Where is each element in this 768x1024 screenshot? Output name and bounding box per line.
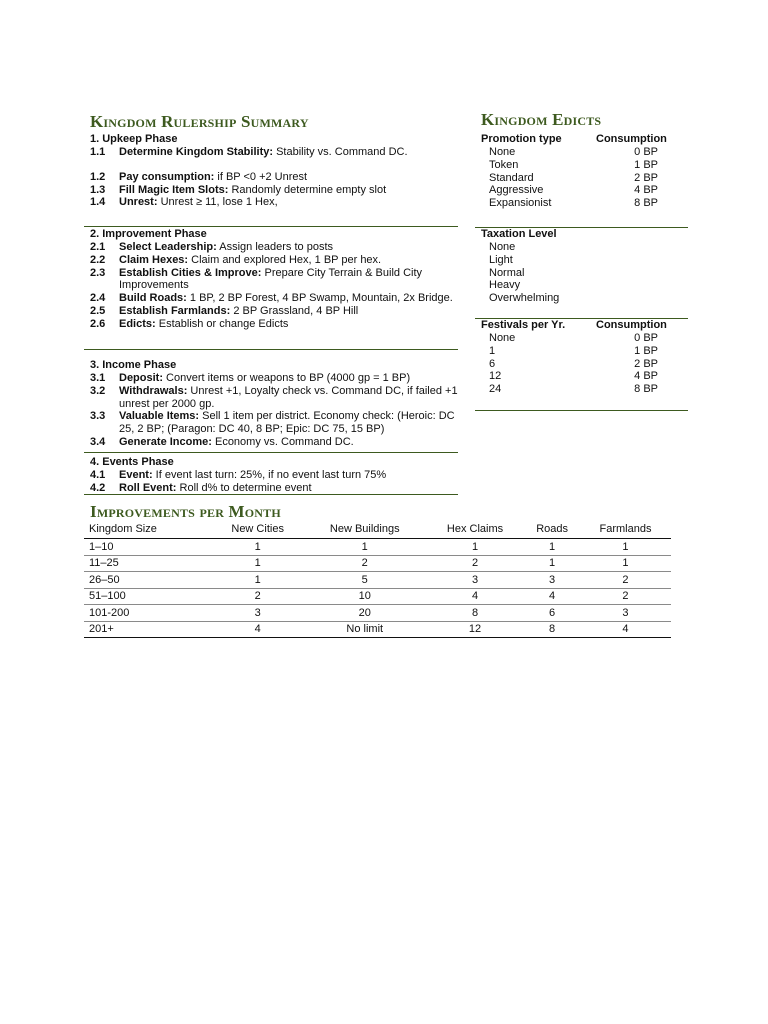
table-cell: 2 [580,588,671,605]
step-item [90,146,458,159]
edict-consumption: 4 BP [634,184,658,197]
edict-row [481,345,688,358]
festivals-table [481,319,688,396]
consumption-header: Consumption [596,133,667,145]
step-number: 3.3 [90,410,106,423]
new-buildings-header: New Buildings [329,523,400,535]
step-number: 1.2 [90,170,106,183]
new-cities-header: New Cities [231,523,284,535]
promotion-type-header: Promotion type [481,133,562,145]
edict-option: 24 [489,383,502,396]
table-cell: 1 [524,539,580,556]
festivals-header [481,319,688,332]
step-item [90,469,458,482]
edict-option: None [489,146,516,158]
edict-row [481,267,688,280]
taxation-option: Overwhelming [489,292,560,305]
step-text: Prepare City Terrain & Build City Improvements [119,266,423,292]
table-cell: 8 [524,621,580,638]
step-label: Select Leadership: [119,241,217,253]
table-cell: 26–50 [84,572,212,589]
consumption-header: Consumption [596,319,667,331]
step-body [119,184,458,197]
step-body [119,318,458,331]
section-divider [84,452,458,453]
edict-consumption: 8 BP [634,197,658,210]
step-number: 1.3 [90,183,106,196]
rulership-summary-title: Kingdom Rulership Summary [90,112,309,131]
step-item [90,372,458,385]
step-item [90,196,458,209]
table-row [84,539,671,556]
table-cell: 201+ [84,621,212,638]
table-cell: 1 [212,539,304,556]
edict-row [481,370,688,383]
step-text: Establish or change Edicts [155,317,289,330]
step-label: Pay consumption: [119,170,215,183]
edict-consumption: 1 BP [634,158,658,171]
taxation-header [481,228,688,241]
step-text: 1 BP, 2 BP Forest, 4 BP Swamp, Mountain, 2x Bridge. [186,292,453,305]
step-label: Establish Cities & Improve: [119,266,262,279]
step-text: Unrest ≥ 11, lose 1 Hex, [157,196,278,209]
step-body [119,146,458,159]
step-number: 3.1 [90,372,106,384]
edict-row [481,292,688,305]
promotion-table [481,133,688,210]
step-text: Sell 1 item per district. Economy check: (Heroic: DC 25, 2 BP; (Paragon: DC 40, 8 BP; Epic: DC 75, 15 BP) [119,410,455,436]
table-cell: 1 [426,539,524,556]
step-item [90,385,458,411]
edict-option: 1 [489,344,496,357]
taxation-option: None [489,241,516,253]
step-text: Randomly determine empty slot [228,183,387,196]
table-cell: 10 [304,588,426,605]
section-divider [84,494,458,495]
step-label: Establish Farmlands: [119,304,231,317]
table-cell: No limit [304,621,426,638]
kingdom-edicts-title: Kingdom Edicts [481,110,602,129]
step-body [119,436,458,449]
step-label: Deposit: [119,372,163,384]
table-cell: 12 [426,621,524,638]
step-item [90,171,458,184]
table-cell: 3 [426,572,524,589]
table-row [84,572,671,589]
table-cell: 1 [212,572,304,589]
step-body [119,305,458,318]
step-text: Roll d% to determine event [176,481,312,494]
step-text: Unrest +1, Loyalty check vs. Command DC, if failed +1 unrest per 2000 gp. [119,384,458,410]
step-number: 2.1 [90,241,106,253]
step-label: Valuable Items: [119,410,200,423]
step-item [90,254,458,267]
edict-option: None [489,332,516,344]
step-label: Build Roads: [119,292,187,305]
step-label: Unrest: [119,196,158,209]
edict-row [481,241,688,254]
step-number: 2.4 [90,292,106,305]
step-body [119,267,458,293]
edict-consumption: 0 BP [634,332,658,344]
step-body [119,292,458,305]
step-number: 2.3 [90,266,106,279]
step-item [90,241,458,254]
edict-consumption: 2 BP [634,171,658,184]
table-cell: 4 [426,588,524,605]
step-text: if BP <0 +2 Unrest [214,170,308,183]
table-row [84,588,671,605]
table-cell: 2 [212,588,304,605]
table-cell: 2 [304,555,426,572]
section-divider [84,349,458,350]
step-text: Convert items or weapons to BP (4000 gp = 1 BP) [163,372,411,384]
step-label: Determine Kingdom Stability: [119,146,274,158]
step-item [90,184,458,197]
step-label: Generate Income: [119,435,212,448]
edict-consumption: 8 BP [634,383,658,396]
edict-row [481,184,688,197]
table-cell: 1 [212,555,304,572]
table-cell: 4 [212,621,304,638]
table-cell: 2 [580,572,671,589]
table-cell: 8 [426,605,524,622]
step-item [90,436,458,449]
kingdom-size-header: Kingdom Size [89,523,157,535]
phase-title: 1. Upkeep Phase [90,133,178,145]
step-text: Stability vs. Command DC. [273,146,408,158]
step-body [119,469,458,482]
taxation-option: Normal [489,266,525,279]
step-text: Economy vs. Command DC. [211,435,354,448]
table-cell: 3 [580,605,671,622]
improvements-header-row [84,520,671,539]
step-body [119,171,458,184]
step-label: Fill Magic Item Slots: [119,183,229,196]
table-cell: 1 [580,539,671,556]
edict-consumption: 4 BP [634,370,658,383]
phase-title: 2. Improvement Phase [90,228,207,240]
section-divider [475,410,688,411]
edict-option: Standard [489,171,534,184]
improvements-per-month-title: Improvements per Month [90,502,281,521]
step-number: 2.5 [90,304,106,317]
table-row [84,605,671,622]
step-text: Assign leaders to posts [216,241,334,253]
edict-row [481,383,688,396]
edict-consumption: 0 BP [634,146,658,158]
step-number: 1.1 [90,146,106,158]
table-cell: 1 [524,555,580,572]
step-number: 1.4 [90,196,106,209]
edict-option: Token [489,158,519,171]
step-body [119,196,458,209]
edict-option: Expansionist [489,197,552,210]
table-cell: 51–100 [84,588,212,605]
step-item [90,410,458,436]
step-body [119,385,458,411]
table-row [84,555,671,572]
step-text: If event last turn: 25%, if no event last turn 75% [152,469,387,481]
step-label: Roll Event: [119,481,177,494]
events-phase-section [90,456,458,495]
taxation-option: Light [489,253,513,266]
festivals-per-year-header: Festivals per Yr. [481,319,566,331]
table-cell: 11–25 [84,555,212,572]
farmlands-header: Farmlands [599,523,652,535]
step-text: 2 BP Grassland, 4 BP Hill [230,304,359,317]
phase-title: 4. Events Phase [90,456,174,468]
step-body [119,410,458,436]
edict-row [481,332,688,345]
edict-row [481,279,688,292]
step-label: Edicts: [119,317,156,330]
edict-row [481,172,688,185]
table-cell: 20 [304,605,426,622]
step-item [90,305,458,318]
step-item [90,292,458,305]
hex-claims-header: Hex Claims [446,523,504,535]
improvement-phase-section [90,228,458,331]
table-cell: 3 [212,605,304,622]
edict-consumption: 2 BP [634,357,658,370]
step-number: 2.6 [90,317,106,330]
taxation-table [481,228,688,305]
step-label: Claim Hexes: [119,253,189,266]
promotion-header [481,133,688,146]
income-phase-section [90,359,458,449]
table-cell: 2 [426,555,524,572]
step-label: Withdrawals: [119,384,188,397]
step-body [119,482,458,495]
section-divider [84,226,458,227]
step-number: 3.4 [90,435,106,448]
step-body [119,372,458,385]
edict-row [481,159,688,172]
table-cell: 5 [304,572,426,589]
taxation-level-header: Taxation Level [481,228,557,240]
edict-row [481,358,688,371]
edict-row [481,197,688,210]
improvements-table [84,520,671,638]
table-cell: 1 [580,555,671,572]
edict-consumption: 1 BP [634,344,658,357]
step-body [119,241,458,254]
step-label: Event: [119,469,153,481]
table-cell: 6 [524,605,580,622]
edict-row [481,146,688,159]
step-item [90,318,458,331]
roads-header: Roads [536,523,568,535]
table-cell: 1 [304,539,426,556]
table-cell: 4 [524,588,580,605]
edict-option: Aggressive [489,184,544,197]
table-cell: 101-200 [84,605,212,622]
phase-title: 3. Income Phase [90,359,177,371]
edict-option: 6 [489,357,496,370]
upkeep-phase-section [90,133,458,209]
step-number: 2.2 [90,253,106,266]
step-number: 4.1 [90,469,106,481]
step-item [90,267,458,293]
step-number: 4.2 [90,481,106,494]
edict-row [481,254,688,267]
table-cell: 3 [524,572,580,589]
step-text: Claim and explored Hex, 1 BP per hex. [188,253,382,266]
edict-option: 12 [489,370,502,383]
table-cell: 1–10 [84,539,212,556]
step-number: 3.2 [90,384,106,397]
step-item [90,482,458,495]
table-row [84,621,671,638]
step-body [119,254,458,267]
taxation-option: Heavy [489,279,521,292]
table-cell: 4 [580,621,671,638]
